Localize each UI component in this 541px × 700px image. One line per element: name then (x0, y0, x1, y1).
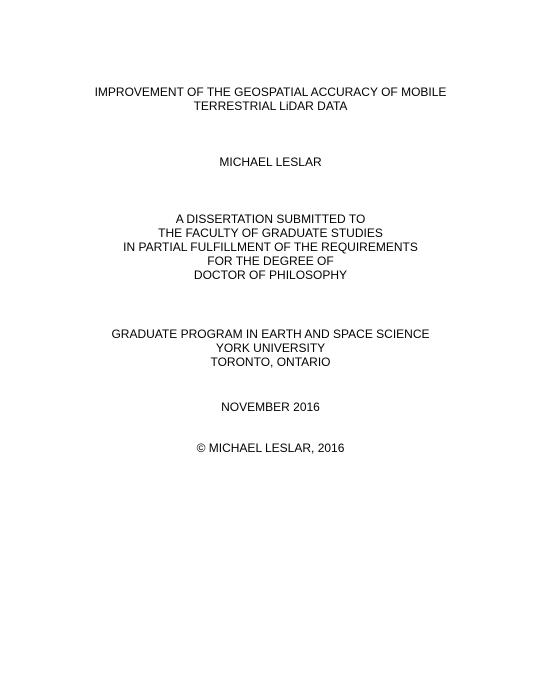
submission-line-4: FOR THE DEGREE OF (207, 254, 334, 268)
submission-date (0, 400, 541, 414)
copyright-notice (0, 441, 541, 455)
title-line-2: TERRESTRIAL LiDAR DATA (193, 99, 348, 113)
title-line-1: IMPROVEMENT OF THE GEOSPATIAL ACCURACY OF MOBILE (94, 85, 447, 99)
date-line: NOVEMBER 2016 (221, 400, 320, 414)
author-line: MICHAEL LESLAR (219, 155, 322, 169)
author-name (0, 155, 541, 169)
submission-statement (0, 212, 541, 282)
copyright-line: © MICHAEL LESLAR, 2016 (196, 441, 345, 455)
submission-line-5: DOCTOR OF PHILOSOPHY (193, 268, 348, 282)
program-line-1: GRADUATE PROGRAM IN EARTH AND SPACE SCIENCE (111, 327, 430, 341)
program-affiliation (0, 327, 541, 369)
submission-line-3: IN PARTIAL FULFILLMENT OF THE REQUIREMENTS (123, 240, 418, 254)
program-line-2: YORK UNIVERSITY (215, 341, 326, 355)
dissertation-title (0, 85, 541, 113)
submission-line-2: THE FACULTY OF GRADUATE STUDIES (158, 226, 383, 240)
submission-line-1: A DISSERTATION SUBMITTED TO (175, 212, 366, 226)
program-line-3: TORONTO, ONTARIO (210, 355, 331, 369)
